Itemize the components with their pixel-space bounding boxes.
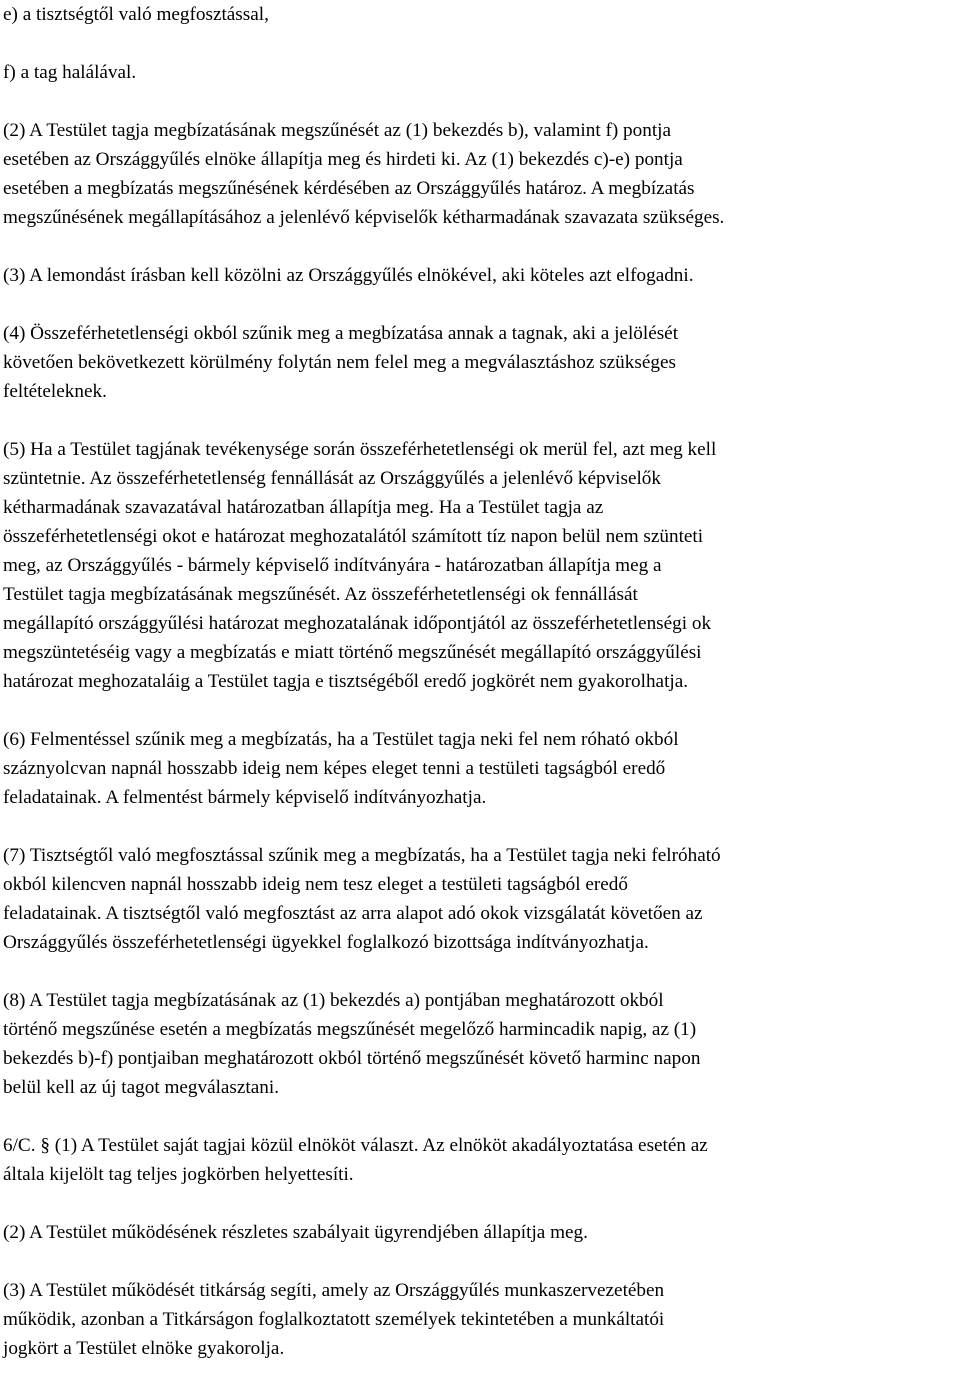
paragraph-7: (7) Tisztségtől való megfosztással szűnik meg a megbízatás, ha a Testület tagja neki felróható okból kilencven napnál hosszabb ideig nem tesz eleget a testületi tagságból eredő feladatainak. A tisztségtől való megfosztást az arra alapot adó okok vizsgálatát követően az Országgyűlés összeférhetetlenségi ügyekkel foglalkozó bizottsága indítványozhatja. <box>3 845 721 953</box>
paragraph-4: (4) Összeférhetetlenségi okból szűnik meg a megbízatása annak a tagnak, aki a jelölését követően bekövetkezett körülmény folytán nem felel meg a megválasztáshoz szükséges feltételeknek. <box>3 323 679 402</box>
paragraph-5: (5) Ha a Testület tagjának tevékenysége során összeférhetetlenségi ok merül fel, azt meg kell szüntetnie. Az összeférhetetlenség fennállását az Országgyűlés a jelenlévő képviselők kétharmadának szavazatával határozatban állapítja meg. Ha a Testület tagja az összeférhetetlenségi okot e határozat meghozatalától számított tíz napon belül nem szünteti meg, az Országgyűlés - bármely képviselő indítványára - határozatban állapítja meg a Testület tagja megbízatásának megszűnését. Az összeférhetetlenségi ok fennállását megállapító országgyűlési határozat meghozatalának időpontjától az összeférhetetlenségi ok megszüntetéséig vagy a megbízatás e miatt történő megszűnését megállapító országgyűlési határozat meghozataláig a Testület tagja e tisztségéből eredő jogkörét nem gyakorolhatja. <box>3 439 717 692</box>
document-page <box>3 0 960 1363</box>
paragraph-8: (8) A Testület tagja megbízatásának az (1) bekezdés a) pontjában meghatározott okból történő megszűnése esetén a megbízatás megszűnését megelőző harmincadik napig, az (1) bekezdés b)-f) pontjaiban meghatározott okból történő megszűnését követő harminc napon belül kell az új tagot megválasztani. <box>3 990 701 1098</box>
paragraph-3: (3) A lemondást írásban kell közölni az Országgyűlés elnökével, aki köteles azt elfogadni. <box>3 265 694 286</box>
section-6c-paragraph-1: 6/C. § (1) A Testület saját tagjai közül elnököt választ. Az elnököt akadályoztatása esetén az általa kijelölt tag teljes jogkörben helyettesíti. <box>3 1135 708 1185</box>
section-6c-paragraph-2: (2) A Testület működésének részletes szabályait ügyrendjében állapítja meg. <box>3 1222 588 1243</box>
paragraph-2: (2) A Testület tagja megbízatásának megszűnését az (1) bekezdés b), valamint f) pontja esetében az Országgyűlés elnöke állapítja meg és hirdeti ki. Az (1) bekezdés c)-e) pontja esetében a megbízatás megszűnésének kérdésében az Országgyűlés határoz. A megbízatás megszűnésének megállapításához a jelenlévő képviselők kétharmadának szavazata szükséges. <box>3 120 725 228</box>
paragraph-item-f: f) a tag halálával. <box>3 62 137 83</box>
paragraph-item-e: e) a tisztségtől való megfosztással, <box>3 4 269 25</box>
section-6c-paragraph-3: (3) A Testület működését titkárság segíti, amely az Országgyűlés munkaszervezetében működik, azonban a Titkárságon foglalkoztatott személyek tekintetében a munkáltatói jogkört a Testület elnöke gyakorolja. <box>3 1280 665 1359</box>
paragraph-6: (6) Felmentéssel szűnik meg a megbízatás, ha a Testület tagja neki fel nem róható okból száznyolcvan napnál hosszabb ideig nem képes eleget tenni a testületi tagságból eredő feladatainak. A felmentést bármely képviselő indítványozhatja. <box>3 729 679 808</box>
